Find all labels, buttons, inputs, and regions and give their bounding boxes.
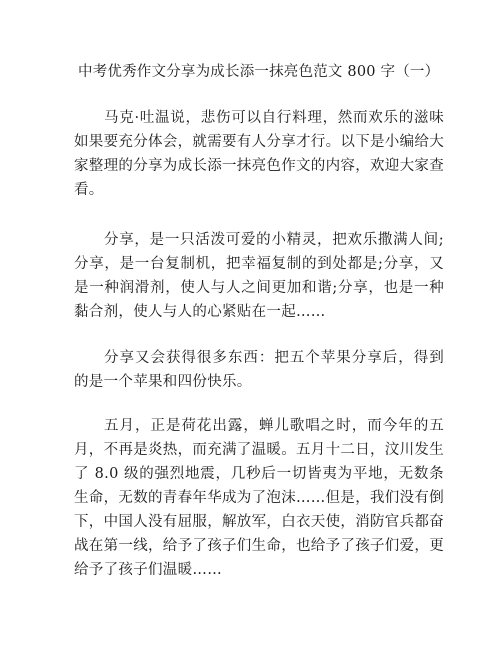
paragraph-intro: 马克·吐温说，悲伤可以自行料理，然而欢乐的滋味如果要充分体会，就需要有人分享才行。以下是小编给大家整理的分享为成长添一抹亮色作文的内容，欢迎大家查看。 xyxy=(74,110,444,198)
paragraph-apples: 分享又会获得很多东西：把五个苹果分享后，得到的是一个苹果和四份快乐。 xyxy=(74,350,444,390)
paragraph-sharing-metaphors: 分享，是一只活泼可爱的小精灵，把欢乐撒满人间;分享，是一台复制机，把幸福复制的到处都是;分享，又是一种润滑剂，使人与人之间更加和谐;分享，也是一种黏合剂，使人与人的心紧贴在一起…… xyxy=(74,232,444,320)
document-title: 中考优秀作文分享为成长添一抹亮色范文 800 字（一） xyxy=(78,64,440,80)
paragraph-earthquake: 五月，正是荷花出露，蝉儿歌唱之时，而今年的五月，不再是炎热，而充满了温暖。五月十二日，汶川发生了 8.0 级的强烈地震，几秒后一切皆夷为平地，无数条生命，无数的青春年华成为了泡沫……但是，我们没有倒下，中国人没有屈服，解放军，白衣天使，消防官兵都奋战在第一线，给予了孩子们生命，也给予了孩子们爱，更给予了孩子们温暖…… xyxy=(74,418,444,578)
